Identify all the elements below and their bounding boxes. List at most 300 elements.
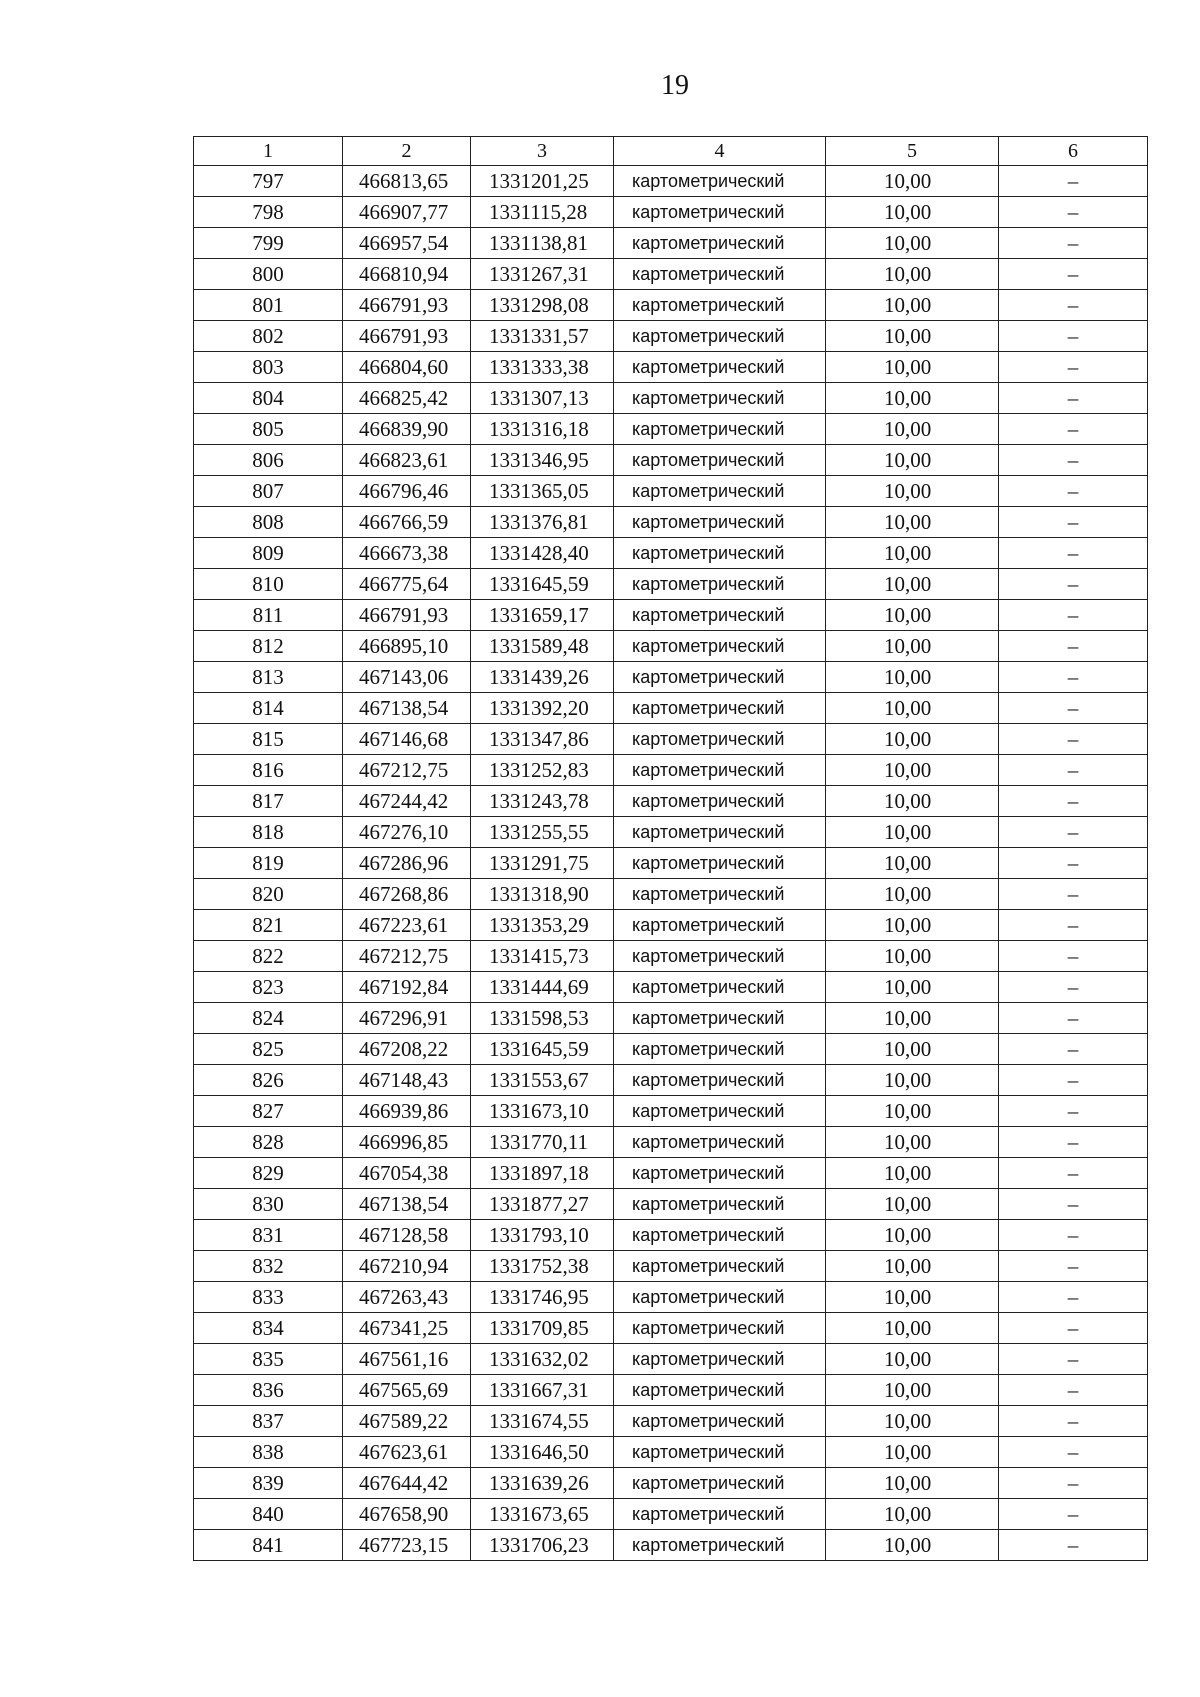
x-coordinate-cell: 467192,84	[343, 972, 471, 1003]
column-header: 6	[999, 137, 1148, 166]
y-coordinate-cell: 1331243,78	[471, 786, 614, 817]
x-coordinate-cell: 467623,61	[343, 1437, 471, 1468]
point-number-cell: 809	[194, 538, 343, 569]
method-cell: картометрический	[614, 538, 826, 569]
point-number-cell: 797	[194, 166, 343, 197]
description-cell: –	[999, 972, 1148, 1003]
point-number-cell: 832	[194, 1251, 343, 1282]
y-coordinate-cell: 1331298,08	[471, 290, 614, 321]
table-row	[194, 1034, 1148, 1065]
y-coordinate-cell: 1331291,75	[471, 848, 614, 879]
method-cell: картометрический	[614, 1468, 826, 1499]
point-number-cell: 801	[194, 290, 343, 321]
table-header-row	[194, 137, 1148, 166]
accuracy-cell: 10,00	[826, 1282, 999, 1313]
accuracy-cell: 10,00	[826, 1189, 999, 1220]
table-row	[194, 972, 1148, 1003]
x-coordinate-cell: 466839,90	[343, 414, 471, 445]
table-row	[194, 600, 1148, 631]
x-coordinate-cell: 467589,22	[343, 1406, 471, 1437]
description-cell: –	[999, 1437, 1148, 1468]
point-number-cell: 803	[194, 352, 343, 383]
method-cell: картометрический	[614, 569, 826, 600]
description-cell: –	[999, 755, 1148, 786]
point-number-cell: 817	[194, 786, 343, 817]
x-coordinate-cell: 467138,54	[343, 693, 471, 724]
y-coordinate-cell: 1331353,29	[471, 910, 614, 941]
accuracy-cell: 10,00	[826, 1096, 999, 1127]
accuracy-cell: 10,00	[826, 1406, 999, 1437]
accuracy-cell: 10,00	[826, 321, 999, 352]
point-number-cell: 841	[194, 1530, 343, 1561]
x-coordinate-cell: 466766,59	[343, 507, 471, 538]
column-header: 2	[343, 137, 471, 166]
table-row	[194, 910, 1148, 941]
point-number-cell: 825	[194, 1034, 343, 1065]
method-cell: картометрический	[614, 1530, 826, 1561]
y-coordinate-cell: 1331659,17	[471, 600, 614, 631]
accuracy-cell: 10,00	[826, 383, 999, 414]
y-coordinate-cell: 1331307,13	[471, 383, 614, 414]
description-cell: –	[999, 879, 1148, 910]
accuracy-cell: 10,00	[826, 910, 999, 941]
description-cell: –	[999, 290, 1148, 321]
description-cell: –	[999, 693, 1148, 724]
method-cell: картометрический	[614, 507, 826, 538]
y-coordinate-cell: 1331439,26	[471, 662, 614, 693]
accuracy-cell: 10,00	[826, 197, 999, 228]
y-coordinate-cell: 1331201,25	[471, 166, 614, 197]
accuracy-cell: 10,00	[826, 941, 999, 972]
method-cell: картометрический	[614, 817, 826, 848]
point-number-cell: 798	[194, 197, 343, 228]
accuracy-cell: 10,00	[826, 414, 999, 445]
x-coordinate-cell: 467286,96	[343, 848, 471, 879]
table-row	[194, 1375, 1148, 1406]
x-coordinate-cell: 467212,75	[343, 755, 471, 786]
point-number-cell: 826	[194, 1065, 343, 1096]
description-cell: –	[999, 1375, 1148, 1406]
x-coordinate-cell: 467054,38	[343, 1158, 471, 1189]
x-coordinate-cell: 466810,94	[343, 259, 471, 290]
method-cell: картометрический	[614, 848, 826, 879]
y-coordinate-cell: 1331645,59	[471, 1034, 614, 1065]
x-coordinate-cell: 466791,93	[343, 600, 471, 631]
point-number-cell: 836	[194, 1375, 343, 1406]
table-row	[194, 879, 1148, 910]
accuracy-cell: 10,00	[826, 476, 999, 507]
method-cell: картометрический	[614, 879, 826, 910]
coordinates-table	[193, 136, 1148, 1561]
method-cell: картометрический	[614, 1499, 826, 1530]
point-number-cell: 806	[194, 445, 343, 476]
table-row	[194, 755, 1148, 786]
table-row	[194, 786, 1148, 817]
method-cell: картометрический	[614, 1189, 826, 1220]
description-cell: –	[999, 910, 1148, 941]
description-cell: –	[999, 1220, 1148, 1251]
accuracy-cell: 10,00	[826, 600, 999, 631]
accuracy-cell: 10,00	[826, 1344, 999, 1375]
point-number-cell: 807	[194, 476, 343, 507]
point-number-cell: 828	[194, 1127, 343, 1158]
y-coordinate-cell: 1331645,59	[471, 569, 614, 600]
y-coordinate-cell: 1331673,10	[471, 1096, 614, 1127]
x-coordinate-cell: 467143,06	[343, 662, 471, 693]
description-cell: –	[999, 1344, 1148, 1375]
table-row	[194, 1096, 1148, 1127]
y-coordinate-cell: 1331706,23	[471, 1530, 614, 1561]
method-cell: картометрический	[614, 1282, 826, 1313]
point-number-cell: 816	[194, 755, 343, 786]
y-coordinate-cell: 1331667,31	[471, 1375, 614, 1406]
x-coordinate-cell: 467565,69	[343, 1375, 471, 1406]
method-cell: картометрический	[614, 1003, 826, 1034]
description-cell: –	[999, 259, 1148, 290]
point-number-cell: 811	[194, 600, 343, 631]
table-row	[194, 383, 1148, 414]
accuracy-cell: 10,00	[826, 1065, 999, 1096]
accuracy-cell: 10,00	[826, 1313, 999, 1344]
accuracy-cell: 10,00	[826, 1530, 999, 1561]
point-number-cell: 837	[194, 1406, 343, 1437]
table-row	[194, 1065, 1148, 1096]
accuracy-cell: 10,00	[826, 724, 999, 755]
description-cell: –	[999, 414, 1148, 445]
x-coordinate-cell: 466895,10	[343, 631, 471, 662]
x-coordinate-cell: 467561,16	[343, 1344, 471, 1375]
description-cell: –	[999, 1468, 1148, 1499]
table-row	[194, 1003, 1148, 1034]
accuracy-cell: 10,00	[826, 507, 999, 538]
x-coordinate-cell: 467208,22	[343, 1034, 471, 1065]
x-coordinate-cell: 466791,93	[343, 290, 471, 321]
accuracy-cell: 10,00	[826, 1468, 999, 1499]
table-row	[194, 228, 1148, 259]
method-cell: картометрический	[614, 1406, 826, 1437]
y-coordinate-cell: 1331415,73	[471, 941, 614, 972]
accuracy-cell: 10,00	[826, 631, 999, 662]
y-coordinate-cell: 1331646,50	[471, 1437, 614, 1468]
column-header: 4	[614, 137, 826, 166]
accuracy-cell: 10,00	[826, 569, 999, 600]
point-number-cell: 830	[194, 1189, 343, 1220]
y-coordinate-cell: 1331255,55	[471, 817, 614, 848]
point-number-cell: 833	[194, 1282, 343, 1313]
x-coordinate-cell: 466775,64	[343, 569, 471, 600]
description-cell: –	[999, 724, 1148, 755]
accuracy-cell: 10,00	[826, 1158, 999, 1189]
description-cell: –	[999, 941, 1148, 972]
method-cell: картометрический	[614, 352, 826, 383]
x-coordinate-cell: 466804,60	[343, 352, 471, 383]
point-number-cell: 829	[194, 1158, 343, 1189]
description-cell: –	[999, 1406, 1148, 1437]
method-cell: картометрический	[614, 290, 826, 321]
x-coordinate-cell: 466996,85	[343, 1127, 471, 1158]
description-cell: –	[999, 1034, 1148, 1065]
x-coordinate-cell: 467244,42	[343, 786, 471, 817]
description-cell: –	[999, 1127, 1148, 1158]
point-number-cell: 831	[194, 1220, 343, 1251]
y-coordinate-cell: 1331365,05	[471, 476, 614, 507]
x-coordinate-cell: 467146,68	[343, 724, 471, 755]
accuracy-cell: 10,00	[826, 290, 999, 321]
x-coordinate-cell: 466791,93	[343, 321, 471, 352]
y-coordinate-cell: 1331770,11	[471, 1127, 614, 1158]
description-cell: –	[999, 507, 1148, 538]
method-cell: картометрический	[614, 600, 826, 631]
method-cell: картометрический	[614, 383, 826, 414]
description-cell: –	[999, 228, 1148, 259]
method-cell: картометрический	[614, 1034, 826, 1065]
page-number: 19	[661, 70, 689, 101]
x-coordinate-cell: 467128,58	[343, 1220, 471, 1251]
y-coordinate-cell: 1331444,69	[471, 972, 614, 1003]
description-cell: –	[999, 1530, 1148, 1561]
y-coordinate-cell: 1331428,40	[471, 538, 614, 569]
table-row	[194, 414, 1148, 445]
point-number-cell: 810	[194, 569, 343, 600]
description-cell: –	[999, 476, 1148, 507]
table-row	[194, 631, 1148, 662]
x-coordinate-cell: 466823,61	[343, 445, 471, 476]
point-number-cell: 802	[194, 321, 343, 352]
point-number-cell: 815	[194, 724, 343, 755]
x-coordinate-cell: 467138,54	[343, 1189, 471, 1220]
accuracy-cell: 10,00	[826, 786, 999, 817]
point-number-cell: 822	[194, 941, 343, 972]
method-cell: картометрический	[614, 693, 826, 724]
method-cell: картометрический	[614, 1375, 826, 1406]
method-cell: картометрический	[614, 445, 826, 476]
y-coordinate-cell: 1331392,20	[471, 693, 614, 724]
description-cell: –	[999, 1282, 1148, 1313]
description-cell: –	[999, 600, 1148, 631]
point-number-cell: 827	[194, 1096, 343, 1127]
y-coordinate-cell: 1331347,86	[471, 724, 614, 755]
table-row	[194, 1251, 1148, 1282]
table-row	[194, 197, 1148, 228]
table-row	[194, 1530, 1148, 1561]
table-row	[194, 1468, 1148, 1499]
y-coordinate-cell: 1331589,48	[471, 631, 614, 662]
accuracy-cell: 10,00	[826, 445, 999, 476]
accuracy-cell: 10,00	[826, 1034, 999, 1065]
table-row	[194, 445, 1148, 476]
description-cell: –	[999, 569, 1148, 600]
x-coordinate-cell: 466907,77	[343, 197, 471, 228]
method-cell: картометрический	[614, 1096, 826, 1127]
y-coordinate-cell: 1331877,27	[471, 1189, 614, 1220]
description-cell: –	[999, 1096, 1148, 1127]
method-cell: картометрический	[614, 1127, 826, 1158]
table-row	[194, 1499, 1148, 1530]
method-cell: картометрический	[614, 1313, 826, 1344]
description-cell: –	[999, 352, 1148, 383]
method-cell: картометрический	[614, 941, 826, 972]
method-cell: картометрический	[614, 724, 826, 755]
accuracy-cell: 10,00	[826, 1499, 999, 1530]
table-row	[194, 1406, 1148, 1437]
method-cell: картометрический	[614, 1158, 826, 1189]
accuracy-cell: 10,00	[826, 352, 999, 383]
table-row	[194, 1158, 1148, 1189]
x-coordinate-cell: 467263,43	[343, 1282, 471, 1313]
x-coordinate-cell: 467341,25	[343, 1313, 471, 1344]
description-cell: –	[999, 538, 1148, 569]
x-coordinate-cell: 466673,38	[343, 538, 471, 569]
x-coordinate-cell: 467296,91	[343, 1003, 471, 1034]
description-cell: –	[999, 1499, 1148, 1530]
method-cell: картометрический	[614, 259, 826, 290]
x-coordinate-cell: 467210,94	[343, 1251, 471, 1282]
accuracy-cell: 10,00	[826, 755, 999, 786]
table-row	[194, 352, 1148, 383]
accuracy-cell: 10,00	[826, 662, 999, 693]
accuracy-cell: 10,00	[826, 1127, 999, 1158]
accuracy-cell: 10,00	[826, 228, 999, 259]
method-cell: картометрический	[614, 476, 826, 507]
point-number-cell: 839	[194, 1468, 343, 1499]
y-coordinate-cell: 1331674,55	[471, 1406, 614, 1437]
point-number-cell: 819	[194, 848, 343, 879]
method-cell: картометрический	[614, 755, 826, 786]
point-number-cell: 818	[194, 817, 343, 848]
table-row	[194, 693, 1148, 724]
method-cell: картометрический	[614, 972, 826, 1003]
y-coordinate-cell: 1331673,65	[471, 1499, 614, 1530]
point-number-cell: 804	[194, 383, 343, 414]
accuracy-cell: 10,00	[826, 1251, 999, 1282]
y-coordinate-cell: 1331267,31	[471, 259, 614, 290]
point-number-cell: 800	[194, 259, 343, 290]
y-coordinate-cell: 1331746,95	[471, 1282, 614, 1313]
point-number-cell: 821	[194, 910, 343, 941]
x-coordinate-cell: 467658,90	[343, 1499, 471, 1530]
x-coordinate-cell: 467223,61	[343, 910, 471, 941]
y-coordinate-cell: 1331632,02	[471, 1344, 614, 1375]
accuracy-cell: 10,00	[826, 972, 999, 1003]
accuracy-cell: 10,00	[826, 259, 999, 290]
x-coordinate-cell: 466796,46	[343, 476, 471, 507]
point-number-cell: 840	[194, 1499, 343, 1530]
table-row	[194, 321, 1148, 352]
method-cell: картометрический	[614, 786, 826, 817]
table-row	[194, 1344, 1148, 1375]
point-number-cell: 838	[194, 1437, 343, 1468]
table-row	[194, 476, 1148, 507]
y-coordinate-cell: 1331331,57	[471, 321, 614, 352]
table-row	[194, 166, 1148, 197]
accuracy-cell: 10,00	[826, 1003, 999, 1034]
method-cell: картометрический	[614, 228, 826, 259]
x-coordinate-cell: 467148,43	[343, 1065, 471, 1096]
y-coordinate-cell: 1331346,95	[471, 445, 614, 476]
table-body	[194, 166, 1148, 1561]
x-coordinate-cell: 466813,65	[343, 166, 471, 197]
x-coordinate-cell: 467212,75	[343, 941, 471, 972]
accuracy-cell: 10,00	[826, 879, 999, 910]
x-coordinate-cell: 466939,86	[343, 1096, 471, 1127]
description-cell: –	[999, 1313, 1148, 1344]
y-coordinate-cell: 1331598,53	[471, 1003, 614, 1034]
table-row	[194, 941, 1148, 972]
table-row	[194, 507, 1148, 538]
method-cell: картометрический	[614, 631, 826, 662]
description-cell: –	[999, 1065, 1148, 1096]
x-coordinate-cell: 467268,86	[343, 879, 471, 910]
y-coordinate-cell: 1331793,10	[471, 1220, 614, 1251]
y-coordinate-cell: 1331318,90	[471, 879, 614, 910]
table-row	[194, 290, 1148, 321]
table-row	[194, 848, 1148, 879]
y-coordinate-cell: 1331897,18	[471, 1158, 614, 1189]
y-coordinate-cell: 1331639,26	[471, 1468, 614, 1499]
table-row	[194, 1189, 1148, 1220]
point-number-cell: 799	[194, 228, 343, 259]
table-row	[194, 1220, 1148, 1251]
description-cell: –	[999, 1251, 1148, 1282]
method-cell: картометрический	[614, 910, 826, 941]
point-number-cell: 824	[194, 1003, 343, 1034]
method-cell: картометрический	[614, 321, 826, 352]
column-header: 1	[194, 137, 343, 166]
point-number-cell: 823	[194, 972, 343, 1003]
y-coordinate-cell: 1331115,28	[471, 197, 614, 228]
method-cell: картометрический	[614, 166, 826, 197]
description-cell: –	[999, 1158, 1148, 1189]
point-number-cell: 812	[194, 631, 343, 662]
point-number-cell: 820	[194, 879, 343, 910]
point-number-cell: 805	[194, 414, 343, 445]
table-row	[194, 662, 1148, 693]
method-cell: картометрический	[614, 1220, 826, 1251]
table-row	[194, 538, 1148, 569]
y-coordinate-cell: 1331553,67	[471, 1065, 614, 1096]
point-number-cell: 813	[194, 662, 343, 693]
table-row	[194, 259, 1148, 290]
accuracy-cell: 10,00	[826, 848, 999, 879]
description-cell: –	[999, 445, 1148, 476]
table-row	[194, 1313, 1148, 1344]
description-cell: –	[999, 166, 1148, 197]
x-coordinate-cell: 467276,10	[343, 817, 471, 848]
method-cell: картометрический	[614, 662, 826, 693]
table-row	[194, 724, 1148, 755]
x-coordinate-cell: 466825,42	[343, 383, 471, 414]
point-number-cell: 835	[194, 1344, 343, 1375]
description-cell: –	[999, 662, 1148, 693]
description-cell: –	[999, 817, 1148, 848]
y-coordinate-cell: 1331752,38	[471, 1251, 614, 1282]
y-coordinate-cell: 1331252,83	[471, 755, 614, 786]
description-cell: –	[999, 1003, 1148, 1034]
table-row	[194, 817, 1148, 848]
column-header: 5	[826, 137, 999, 166]
table-row	[194, 1127, 1148, 1158]
description-cell: –	[999, 383, 1148, 414]
point-number-cell: 814	[194, 693, 343, 724]
description-cell: –	[999, 1189, 1148, 1220]
description-cell: –	[999, 197, 1148, 228]
y-coordinate-cell: 1331138,81	[471, 228, 614, 259]
method-cell: картометрический	[614, 1344, 826, 1375]
column-header: 3	[471, 137, 614, 166]
x-coordinate-cell: 467723,15	[343, 1530, 471, 1561]
table-row	[194, 1282, 1148, 1313]
y-coordinate-cell: 1331333,38	[471, 352, 614, 383]
